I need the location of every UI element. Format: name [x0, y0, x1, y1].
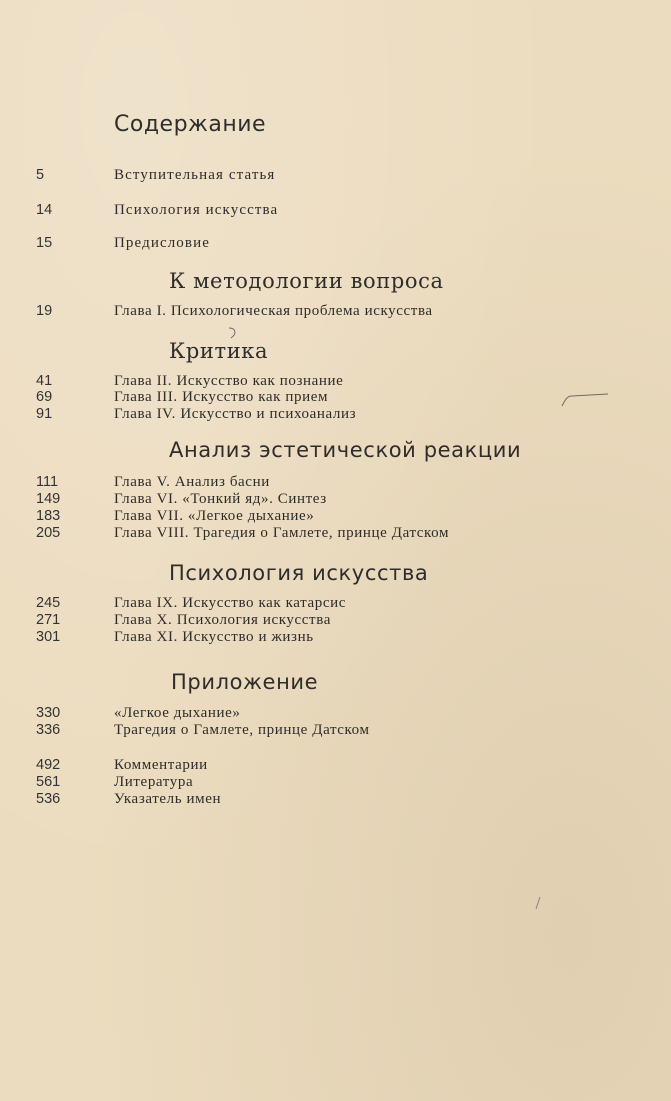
pencil-mark: [560, 390, 610, 410]
page-number: 15: [36, 235, 53, 251]
entry-title: Психология искусства: [114, 202, 279, 218]
entry-title: Глава III. Искусство как прием: [114, 389, 329, 405]
entry-title: «Легкое дыхание»: [114, 705, 241, 721]
section-heading: Приложение: [171, 670, 319, 694]
pencil-mark: [534, 896, 542, 910]
page-number: 19: [36, 303, 53, 319]
page-number: 41: [36, 373, 53, 389]
page-number: 492: [36, 757, 61, 773]
page-number: 245: [36, 595, 61, 611]
entry-title: Глава VII. «Легкое дыхание»: [114, 508, 315, 524]
page-number: 183: [36, 508, 61, 524]
page-number: 14: [36, 202, 53, 218]
entry-title: Глава I. Психологическая проблема искусства: [114, 303, 433, 319]
entry-title: Глава X. Психология искусства: [114, 612, 331, 628]
page-number: 5: [36, 167, 45, 183]
entry-title: Глава V. Анализ басни: [114, 474, 270, 490]
entry-title: Глава VIII. Трагедия о Гамлете, принце Датском: [114, 525, 450, 541]
page-number: 336: [36, 722, 61, 738]
page-number: 111: [36, 474, 59, 490]
section-heading: Психология искусства: [169, 561, 429, 585]
entry-title: Глава II. Искусство как познание: [114, 373, 344, 389]
page-number: 205: [36, 525, 61, 541]
page-number: 561: [36, 774, 61, 790]
section-heading: Анализ эстетической реакции: [169, 438, 522, 462]
page-number: 91: [36, 406, 53, 422]
entry-title: Глава IV. Искусство и психоанализ: [114, 406, 357, 422]
page-number: 536: [36, 791, 61, 807]
pencil-mark: [226, 326, 240, 340]
entry-title: Комментарии: [114, 757, 208, 773]
entry-title: Трагедия о Гамлете, принце Датском: [114, 722, 370, 738]
entry-title: Указатель имен: [114, 791, 222, 807]
page-number: 330: [36, 705, 61, 721]
entry-title: Предисловие: [114, 235, 210, 251]
entry-title: Глава IX. Искусство как катарсис: [114, 595, 346, 611]
entry-title: Глава VI. «Тонкий яд». Синтез: [114, 491, 327, 507]
section-heading: К методологии вопроса: [169, 269, 444, 293]
entry-title: Литература: [114, 774, 194, 790]
page-title: Содержание: [114, 112, 267, 137]
page-number: 69: [36, 389, 53, 405]
page-number: 149: [36, 491, 61, 507]
page-number: 271: [36, 612, 61, 628]
entry-title: Глава XI. Искусство и жизнь: [114, 629, 314, 645]
section-heading: Критика: [169, 339, 269, 363]
page-number: 301: [36, 629, 61, 645]
entry-title: Вступительная статья: [114, 167, 276, 183]
